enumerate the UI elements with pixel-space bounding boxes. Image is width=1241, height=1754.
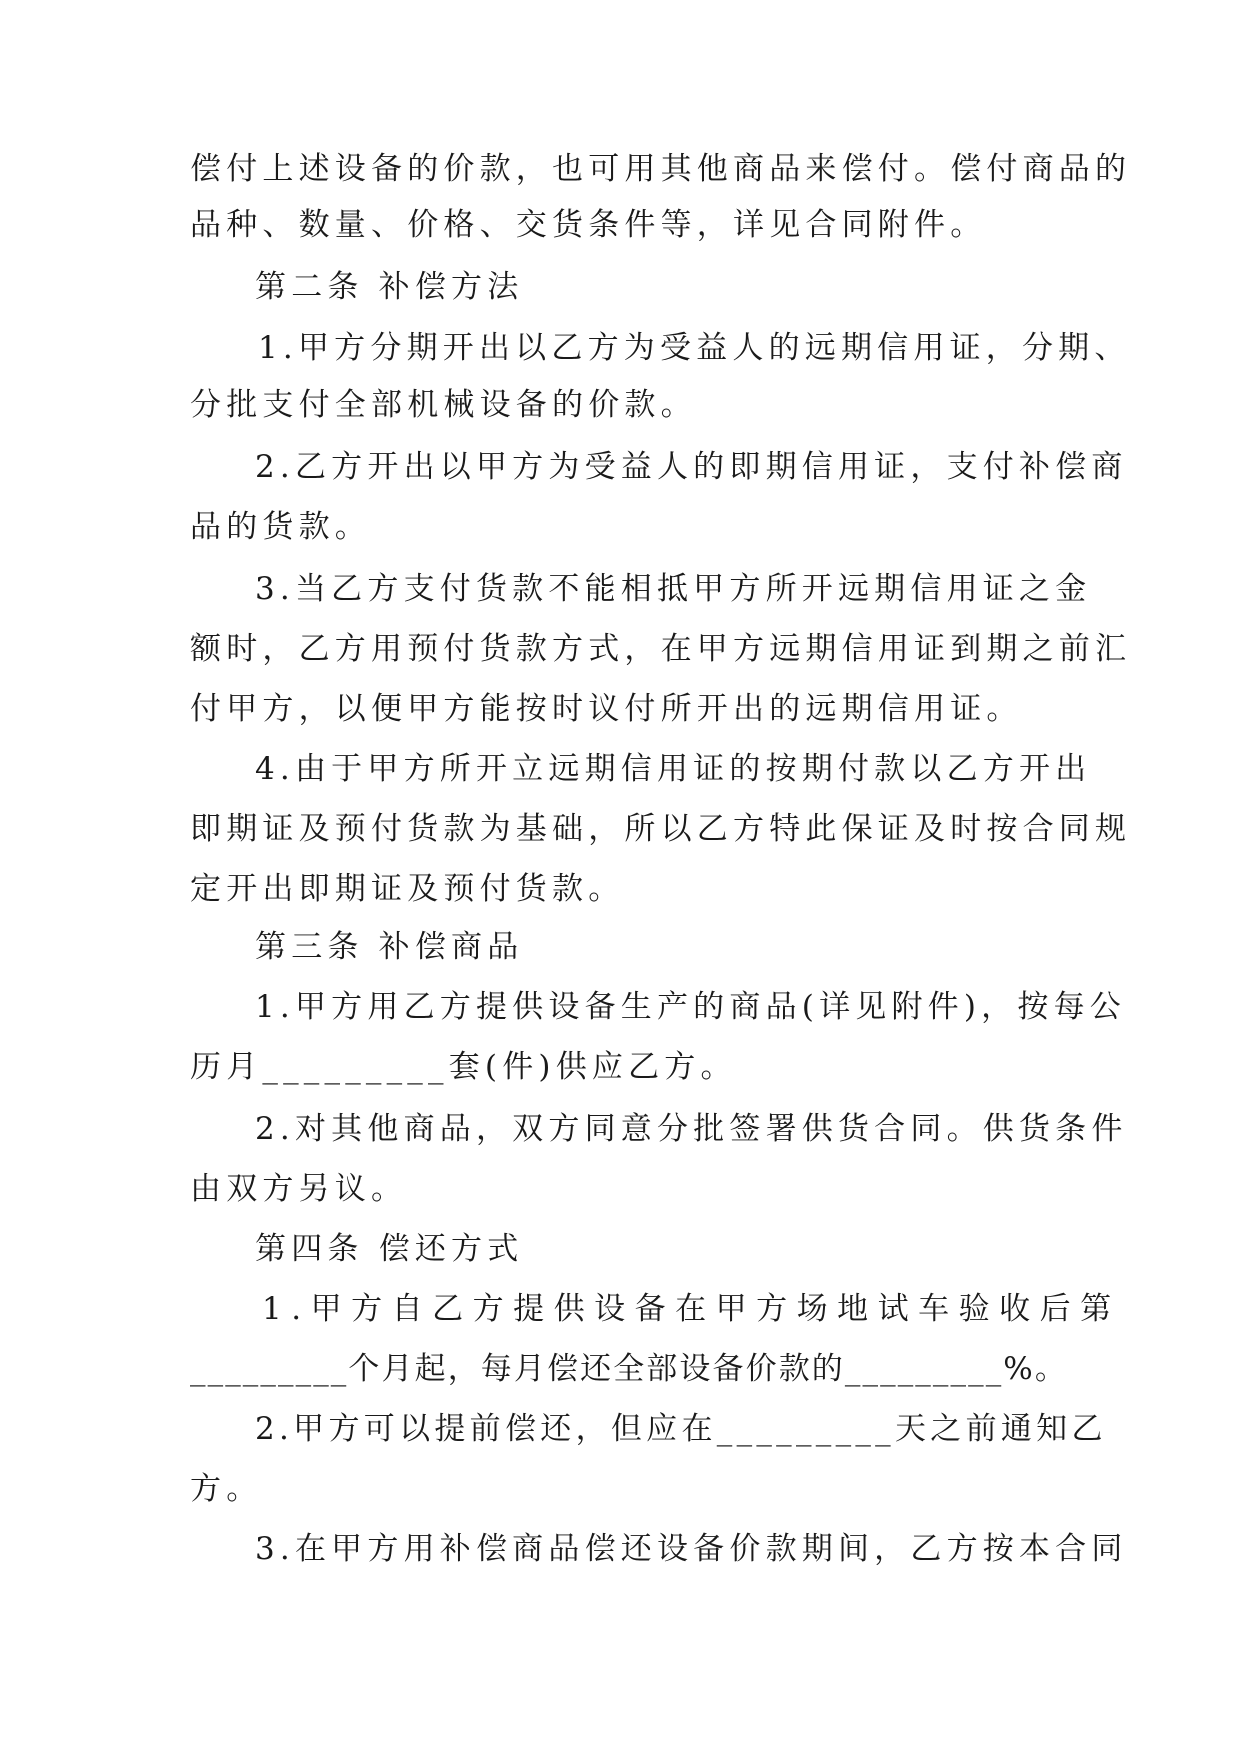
section-heading: 第二条 补偿方法: [255, 269, 524, 305]
text-line: 1.甲方自乙方提供设备在甲方场地试车验收后第: [262, 1291, 1121, 1327]
text-line: 即期证及预付货款为基础，所以乙方特此保证及时按合同规: [190, 811, 1132, 847]
text-line: 2.对其他商品，双方同意分批签署供货合同。供货条件: [255, 1111, 1128, 1147]
section-heading: 第三条 补偿商品: [255, 929, 524, 965]
text-line: 1.甲方分期开出以乙方为受益人的远期信用证，分期、: [258, 330, 1131, 366]
text-line: 由双方另议。: [190, 1171, 408, 1207]
text-line: 定开出即期证及预付货款。: [190, 871, 625, 907]
text-line: _________个月起，每月偿还全部设备价款的_________%。: [190, 1351, 1068, 1387]
text-line: 付甲方，以便甲方能按时议付所开出的远期信用证。: [190, 691, 1023, 727]
section-heading: 第四条 偿还方式: [255, 1231, 524, 1267]
text-line: 分批支付全部机械设备的价款。: [190, 387, 697, 423]
text-line: 2.甲方可以提前偿还，但应在_________天之前通知乙: [255, 1411, 1107, 1447]
text-line: 3.在甲方用补偿商品偿还设备价款期间，乙方按本合同: [255, 1531, 1128, 1567]
text-line: 偿付上述设备的价款，也可用其他商品来偿付。偿付商品的: [190, 151, 1132, 187]
text-line: 品的货款。: [190, 509, 371, 545]
text-line: 1.甲方用乙方提供设备生产的商品(详见附件)，按每公: [255, 989, 1126, 1025]
text-line: 4.由于甲方所开立远期信用证的按期付款以乙方开出: [255, 751, 1092, 787]
text-line: 额时，乙方用预付货款方式，在甲方远期信用证到期之前汇: [190, 631, 1132, 667]
text-line: 品种、数量、价格、交货条件等，详见合同附件。: [190, 207, 987, 243]
text-line: 3.当乙方支付货款不能相抵甲方所开远期信用证之金: [255, 571, 1092, 607]
text-line: 历月_________套(件)供应乙方。: [190, 1049, 737, 1085]
text-line: 方。: [190, 1471, 263, 1507]
text-line: 2.乙方开出以甲方为受益人的即期信用证，支付补偿商: [255, 449, 1128, 485]
